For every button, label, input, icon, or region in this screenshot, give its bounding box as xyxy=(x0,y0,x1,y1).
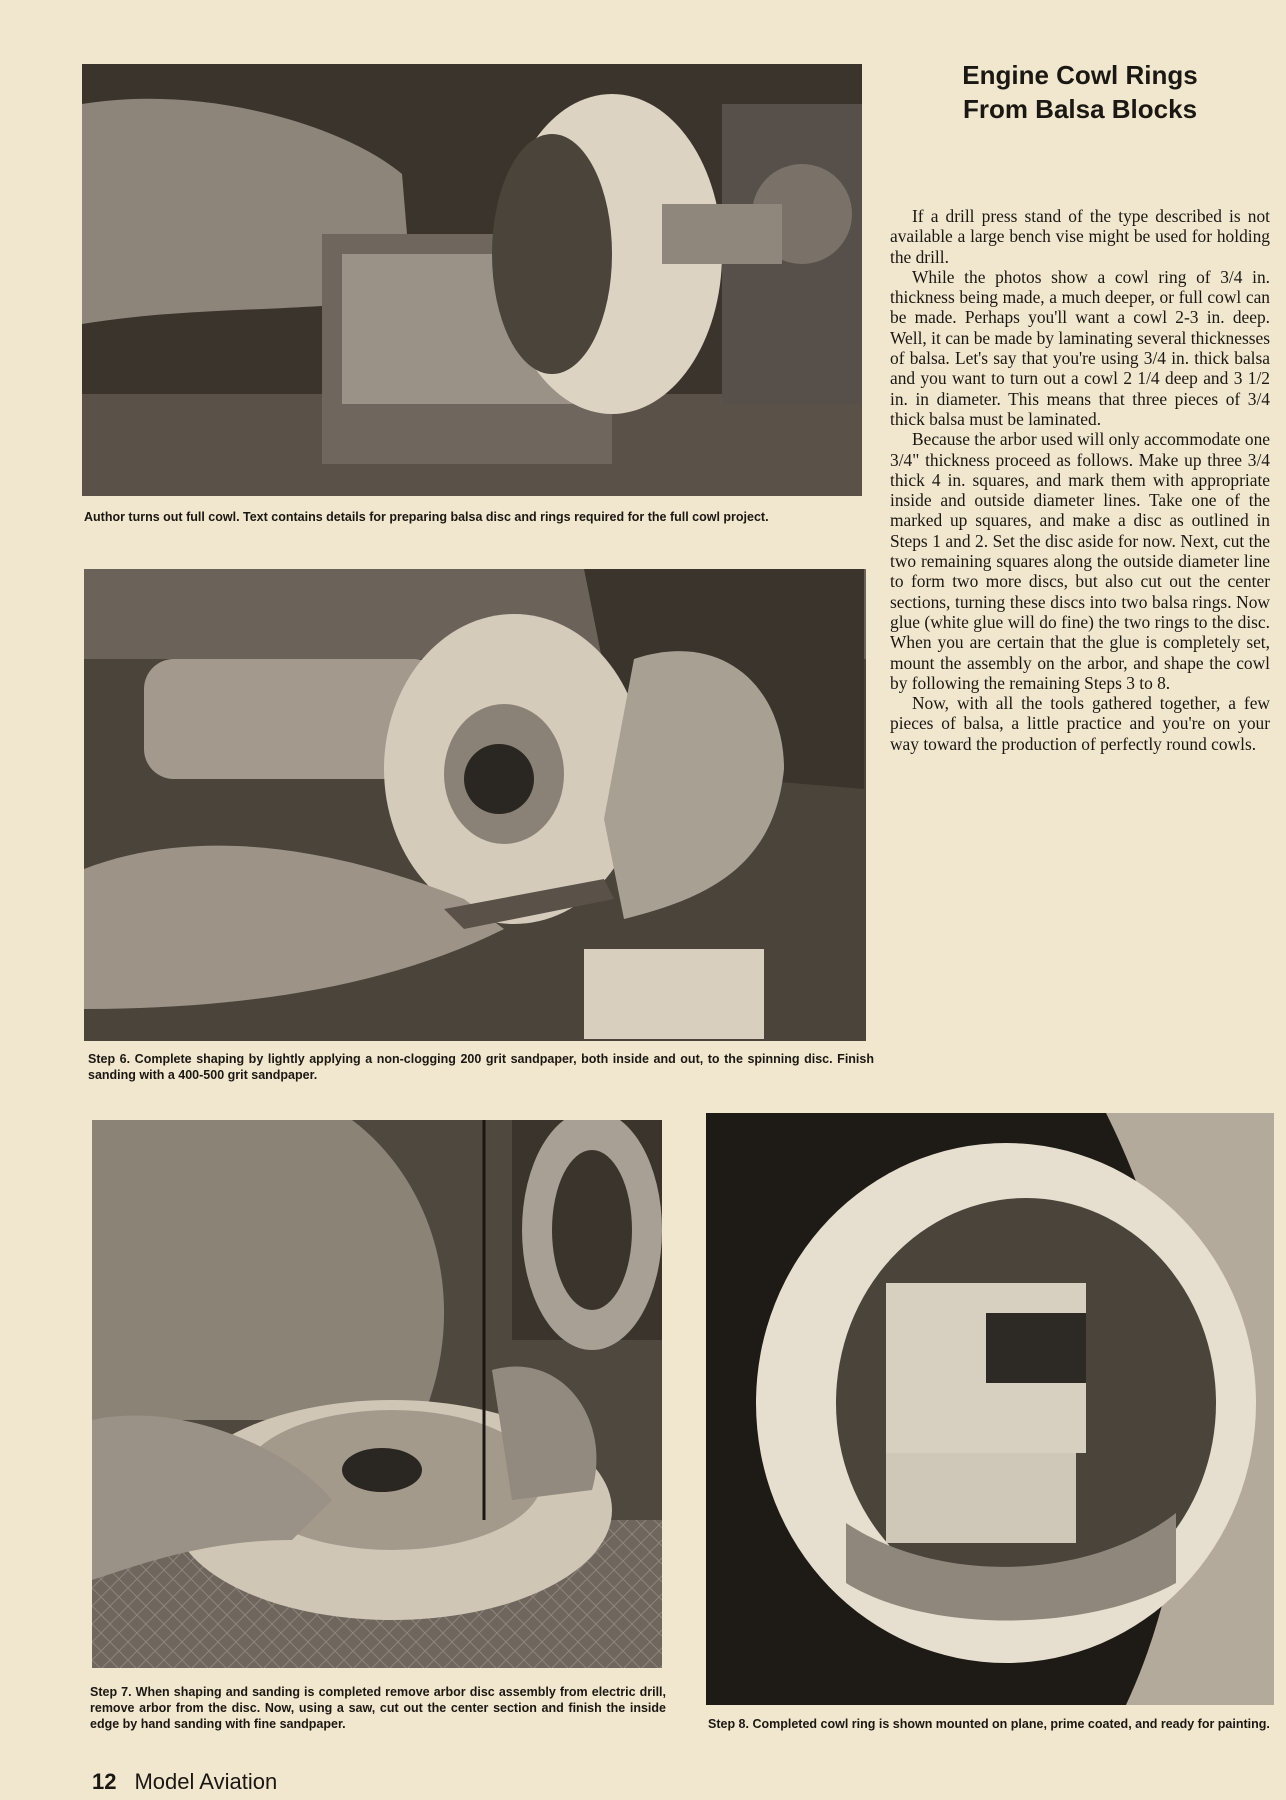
article-body xyxy=(890,206,1270,754)
photo-step-7-cutting xyxy=(92,1120,662,1668)
caption-photo-3: Step 7. When shaping and sanding is completed remove arbor disc assembly from electric drill, remove arbor from the disc. Now, using a saw, cut out the center section and finish the inside edge by hand sanding with fine sandpaper. xyxy=(90,1685,666,1731)
headline-line-2: From Balsa Blocks xyxy=(962,94,1198,124)
photo-author-turning-cowl xyxy=(82,64,862,496)
headline-line-1: Engine Cowl Rings xyxy=(962,60,1198,90)
caption-photo-4: Step 8. Completed cowl ring is shown mounted on plane, prime coated, and ready for painting. xyxy=(708,1717,1270,1731)
body-paragraph: Because the arbor used will only accommodate one 3/4" thickness proceed as follows. Make up three 3/4 thick 4 in. squares, and mark them with appropriate inside and outside diameter lines. Take one of the marked up squares, and make a disc as outlined in Steps 1 and 2. Set the disc aside for now. Next, cut the two remaining squares along the outside diameter line to form two more discs, but also cut out the center sections, turning these discs into two balsa rings. Now glue (white glue will do fine) the two rings to the disc. When you are certain that the glue is completely set, mount the assembly on the arbor, and shape the cowl by following the remaining Steps 3 to 8. xyxy=(890,429,1270,693)
caption-photo-1: Author turns out full cowl. Text contains details for preparing balsa disc and rings required for the full cowl project. xyxy=(84,510,769,524)
article-headline xyxy=(900,58,1260,126)
body-paragraph: Now, with all the tools gathered together, a few pieces of balsa, a little practice and you're on your way toward the production of perfectly round cowls. xyxy=(890,693,1270,754)
page-number: 12 xyxy=(92,1769,117,1794)
body-paragraph: While the photos show a cowl ring of 3/4 in. thickness being made, a much deeper, or full cowl can be made. Perhaps you'll want a cowl 2-3 in. deep. Well, it can be made by laminating several thicknesses of balsa. Let's say that you're using 3/4 in. thick balsa and you want to turn out a cowl 2 1/4 deep and 3 1/2 in. in diameter. This means that three pieces of 3/4 thick balsa must be laminated. xyxy=(890,266,1270,429)
body-paragraph: If a drill press stand of the type described is not available a large bench vise might be used for holding the drill. xyxy=(890,206,1270,267)
page-footer xyxy=(92,1769,277,1795)
photo-step-8-completed-cowl xyxy=(706,1113,1274,1705)
caption-photo-2: Step 6. Complete shaping by lightly applying a non-clogging 200 grit sandpaper, both inside and out, to the spinning disc. Finish sanding with a 400-500 grit sandpaper. xyxy=(88,1052,874,1082)
photo-step-6-sanding xyxy=(84,569,866,1041)
magazine-name: Model Aviation xyxy=(134,1769,278,1794)
